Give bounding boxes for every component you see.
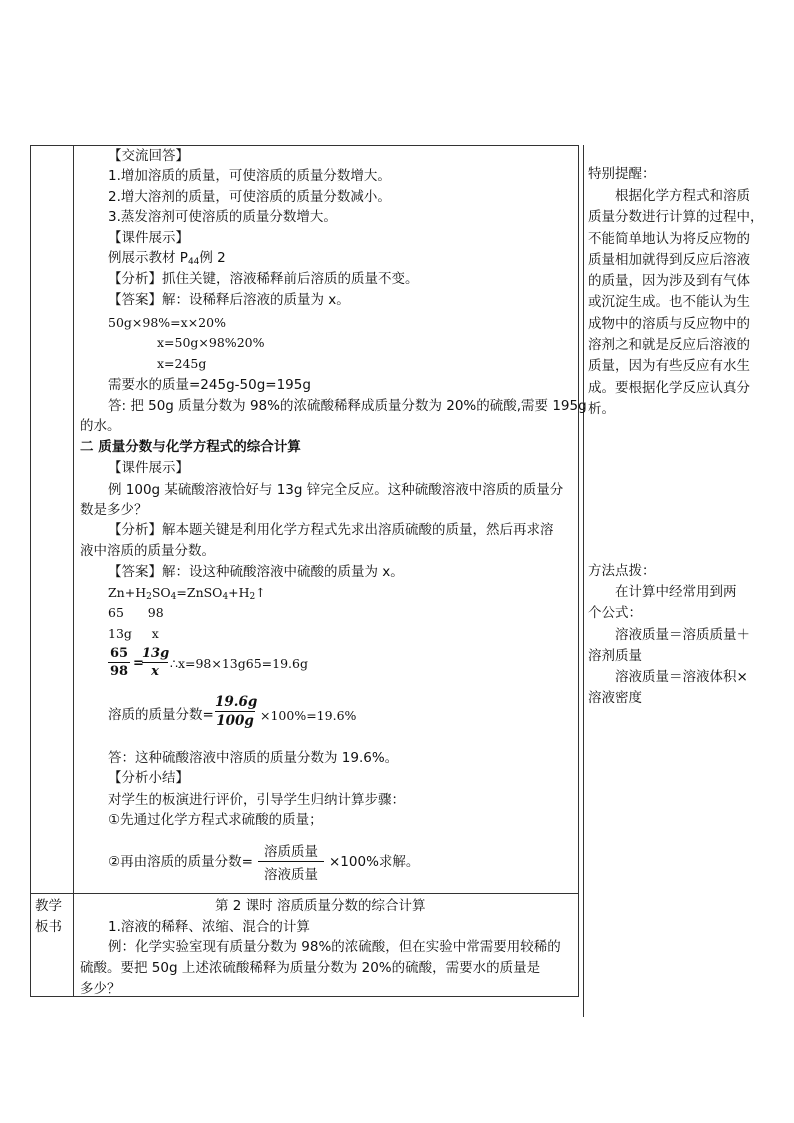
analysis-line: 【分析】抓住关键，溶液稀释前后溶质的质量不变。 [108,271,419,287]
fraction-13g-x [142,646,168,679]
answer-setup-2: 【答案】解：设这种硫酸溶液中硫酸的质量为 x。 [108,564,404,580]
solve-x-line: ∴x=98×13g65=19.6g [170,656,308,671]
board-line-1: 1.溶液的稀释、浓缩、混合的计算 [108,919,310,935]
board-label-1: 教学 [35,898,62,914]
section-two-heading: 二 质量分数与化学方程式的综合计算 [80,439,301,455]
fraction-numerator: 13g [142,646,170,661]
water-mass-line: 需要水的质量=245g-50g=195g [108,377,311,393]
answer-line-2: 2.增大溶剂的质量，可使溶质的质量分数减小。 [108,189,391,205]
summary-step-2-tail: ×100%求解。 [329,854,420,870]
method-line: 溶液质量＝溶液体积× [588,669,748,686]
answer-setup: 【答案】解：设稀释后溶液的质量为 x。 [108,292,350,308]
fraction-numerator: 19.6g [215,694,258,710]
tip-line: 根据化学方程式和溶质 [588,188,750,204]
answer-line-1: 1.增加溶质的质量，可使溶质的质量分数增大。 [108,168,391,184]
column-divider [73,145,74,997]
fraction-65-98 [108,646,130,679]
courseware-heading: 【课件展示】 [108,230,189,246]
method-title: 方法点拨： [588,563,656,579]
exchange-answer-heading: 【交流回答】 [108,148,189,164]
fraction-equals: = [133,656,144,671]
method-line: 溶液质量＝溶质质量＋ [588,626,750,643]
tip-line: 质量相加就得到反应后溶液 [588,251,750,268]
tip-line: 质量，因为有些反应有水生 [588,358,750,375]
equation-1: 50g×98%=x×20% [108,315,226,330]
method-line: 溶剂质量 [588,647,642,664]
tip-line: 或沉淀生成。也不能认为生 [588,294,750,311]
final-answer-line-1: 答: 把 50g 质量分数为 98%的浓硫酸稀释成质量分数为 20%的硫酸,需要 195g [108,398,587,414]
tip-title: 特别提醒： [588,166,656,182]
method-line: 个公式： [588,605,642,622]
final-answer-2: 答：这种硫酸溶液中溶质的质量分数为 19.6%。 [108,750,399,766]
fraction-denominator: 100g [216,713,254,729]
tip-line: 溶剂之和就是反应后溶液的 [588,337,750,354]
given-mass-line: 13g x [108,626,159,641]
fraction-solute-solution [258,840,324,883]
summary-step-1: ①先通过化学方程式求硫酸的质量； [108,812,323,828]
molar-mass-line: 65 98 [108,605,164,620]
summary-heading: 【分析小结】 [108,770,189,786]
tip-line: 不能简单地认为将反应物的 [588,230,750,247]
tip-body [588,186,768,420]
summary-step-2: ②再由溶质的质量分数= [108,854,253,870]
board-line-3: 硫酸。要把 50g 上述浓硫酸稀释为质量分数为 20%的硫酸，需要水的质量是 [80,960,541,976]
chemical-equation: $Zn+H_2SO_4=ZnSO_4+H_2↑$ [108,585,266,602]
sidebar-divider [583,145,584,1017]
board-line-4: 多少？ [80,981,121,997]
example-line-1: 例 100g 某硫酸溶液恰好与 13g 锌完全反应。这种硫酸溶液中溶质的质量分 [108,482,564,498]
fraction-denominator: 溶液质量 [264,867,318,883]
analysis-line-2b: 液中溶质的质量分数。 [80,543,215,559]
equation-2: x=50g×98%20% [157,335,265,350]
fraction-numerator: 溶质质量 [264,844,318,860]
row-divider [30,893,579,894]
example-line-2: 数是多少？ [80,502,148,518]
equation-3: x=245g [157,356,207,371]
board-title: 第 2 课时 溶质质量分数的综合计算 [215,898,426,914]
mass-fraction-result: ×100%=19.6% [260,708,357,723]
courseware-heading-2: 【课件展示】 [108,460,189,476]
method-body [588,582,768,710]
summary-line-1: 对学生的板演进行评价，引导学生归纳计算步骤： [108,792,405,808]
fraction-denominator: 98 [109,664,129,679]
board-label-2: 板书 [35,919,62,935]
tip-line: 析。 [588,400,615,417]
final-answer-line-2: 的水。 [80,418,121,434]
analysis-line-2a: 【分析】解本题关键是利用化学方程式先求出溶质硫酸的质量，然后再求溶 [108,522,554,538]
mass-fraction-label: 溶质的质量分数= [108,707,214,723]
board-line-2: 例：化学实验室现有质量分数为 98%的浓硫酸，但在实验中常需要用较稀的 [108,939,561,955]
fraction-numerator: 65 [109,646,129,661]
fraction-denominator: x [151,664,159,679]
fraction-19.6g-100g [215,694,258,729]
example-ref: 例展示教材 $P_{44}$例 2 [108,250,226,267]
method-line: 溶液密度 [588,690,642,707]
tip-line: 质量分数进行计算的过程中， [588,209,764,226]
answer-line-3: 3.蒸发溶剂可使溶质的质量分数增大。 [108,209,337,225]
tip-line: 的质量，因为涉及到有气体 [588,273,750,290]
tip-line: 成。要根据化学反应认真分 [588,379,750,396]
tip-line: 成物中的溶质与反应物中的 [588,315,750,332]
method-line: 在计算中经常用到两 [588,584,737,600]
